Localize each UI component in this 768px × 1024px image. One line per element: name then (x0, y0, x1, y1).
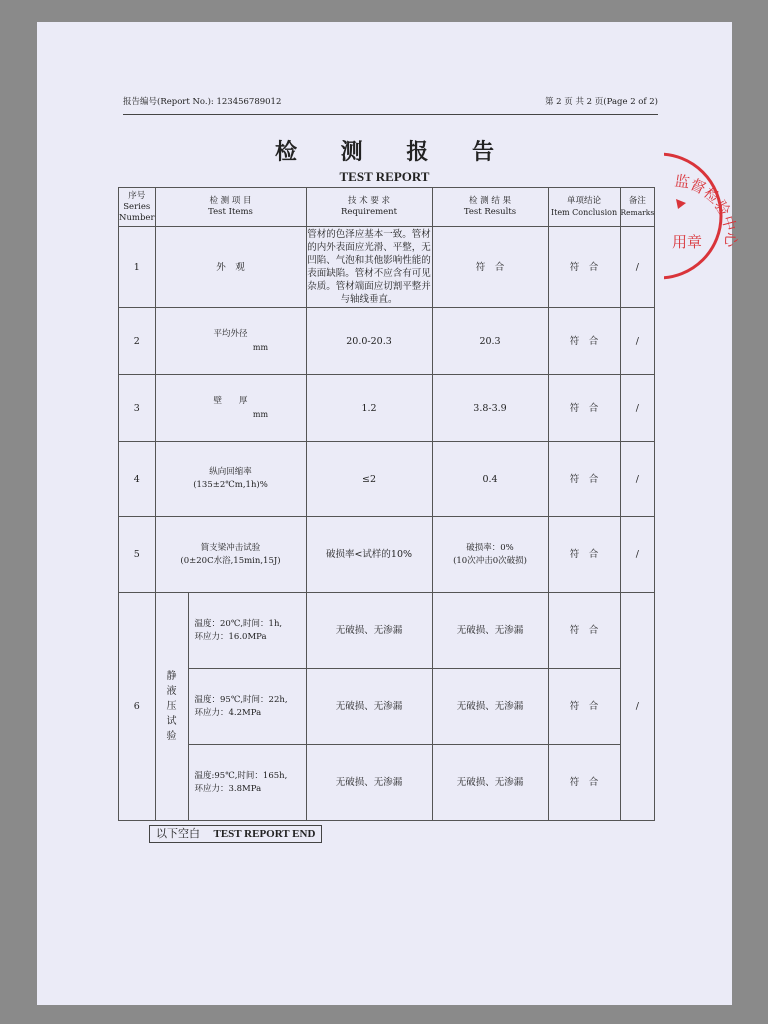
test-condition: 温度：95℃,时间：22h, 环应力：4.2MPa (188, 669, 306, 745)
blank-below-text: 以下空白 (156, 827, 200, 840)
test-report-end-text: TEST REPORT END (213, 828, 316, 840)
conclusion: 符 合 (548, 442, 620, 517)
title-english: TEST REPORT (339, 169, 430, 184)
requirement: 无破损、无渗漏 (306, 745, 432, 821)
remark: / (620, 308, 655, 375)
seal-text: 监督检验中心 (673, 171, 740, 248)
row-number: 1 (119, 227, 156, 308)
page-number: 第 2 页 共 2 页(Page 2 of 2) (544, 97, 658, 107)
conclusion: 符 合 (548, 227, 620, 308)
table-row (119, 442, 655, 517)
requirement: 破损率<试样的10% (306, 517, 432, 593)
header-test-items: 检 测 项 目 Test Items (155, 188, 306, 227)
row-number: 6 (119, 593, 156, 821)
test-result: 无破损、无渗漏 (432, 669, 548, 745)
report-page (37, 22, 740, 1005)
test-item: 纵向回缩率 (135±2℃m,1h)% (155, 442, 306, 517)
conclusion: 符 合 (548, 745, 620, 821)
test-result: 无破损、无渗漏 (432, 745, 548, 821)
header-item-conclusion: 单项结论 Item Conclusion (548, 188, 620, 227)
test-condition: 温度:95℃,时间：165h, 环应力：3.8MPa (188, 745, 306, 821)
table-row (119, 375, 655, 442)
test-result: 符 合 (432, 227, 548, 308)
requirement: 无破损、无渗漏 (306, 593, 432, 669)
test-item: 平均外径 mm (155, 308, 306, 375)
official-seal (664, 151, 744, 281)
seal-star-icon (676, 199, 686, 209)
table-row (119, 593, 655, 669)
page-header (123, 96, 658, 115)
conclusion: 符 合 (548, 308, 620, 375)
test-result: 0.4 (432, 442, 548, 517)
row-number: 5 (119, 517, 156, 593)
test-result: 破损率：0% (10次冲击0次破损) (432, 517, 548, 593)
remark: / (620, 227, 655, 308)
test-result: 无破损、无渗漏 (432, 593, 548, 669)
title-chinese: 检 测 报 告 (275, 139, 512, 165)
test-item: 壁 厚 mm (155, 375, 306, 442)
conclusion: 符 合 (548, 517, 620, 593)
row-number: 2 (119, 308, 156, 375)
test-item: 外 观 (155, 227, 306, 308)
remark: / (620, 442, 655, 517)
test-result: 20.3 (432, 308, 548, 375)
remark: / (620, 593, 655, 821)
header-remarks: 备注 Remarks (620, 188, 655, 227)
conclusion: 符 合 (548, 593, 620, 669)
requirement: 1.2 (306, 375, 432, 442)
report-number: 报告编号(Report No.): 123456789012 (123, 97, 282, 107)
table-row (119, 227, 655, 308)
table-header-row (119, 188, 655, 227)
requirement: ≤2 (306, 442, 432, 517)
table-row (119, 517, 655, 593)
remark: / (620, 517, 655, 593)
row-number: 3 (119, 375, 156, 442)
test-results-table (118, 187, 655, 821)
test-condition: 温度：20℃,时间：1h, 环应力：16.0MPa (188, 593, 306, 669)
table-row (119, 669, 655, 745)
report-end-label (149, 825, 322, 843)
table-row (119, 308, 655, 375)
requirement: 管材的色泽应基本一致。管材的内外表面应光滑、平整，无凹陷、气泡和其他影响性能的表面缺陷。管材不应含有可见杂质。管材端面应切割平整并与轴线垂直。 (306, 227, 432, 308)
conclusion: 符 合 (548, 375, 620, 442)
requirement: 20.0-20.3 (306, 308, 432, 375)
table-row (119, 745, 655, 821)
test-result: 3.8-3.9 (432, 375, 548, 442)
row-number: 4 (119, 442, 156, 517)
conclusion: 符 合 (548, 669, 620, 745)
header-test-results: 检 测 结 果 Test Results (432, 188, 548, 227)
remark: / (620, 375, 655, 442)
requirement: 无破损、无渗漏 (306, 669, 432, 745)
test-group: 静液压试验 (155, 593, 188, 821)
test-item: 简支梁冲击试验 (0±20C水浴,15min,15J) (155, 517, 306, 593)
seal-text-2: 用章 (672, 233, 703, 251)
header-requirement: 技 术 要 求 Requirement (306, 188, 432, 227)
header-series: 序号 Series Number (119, 188, 156, 227)
